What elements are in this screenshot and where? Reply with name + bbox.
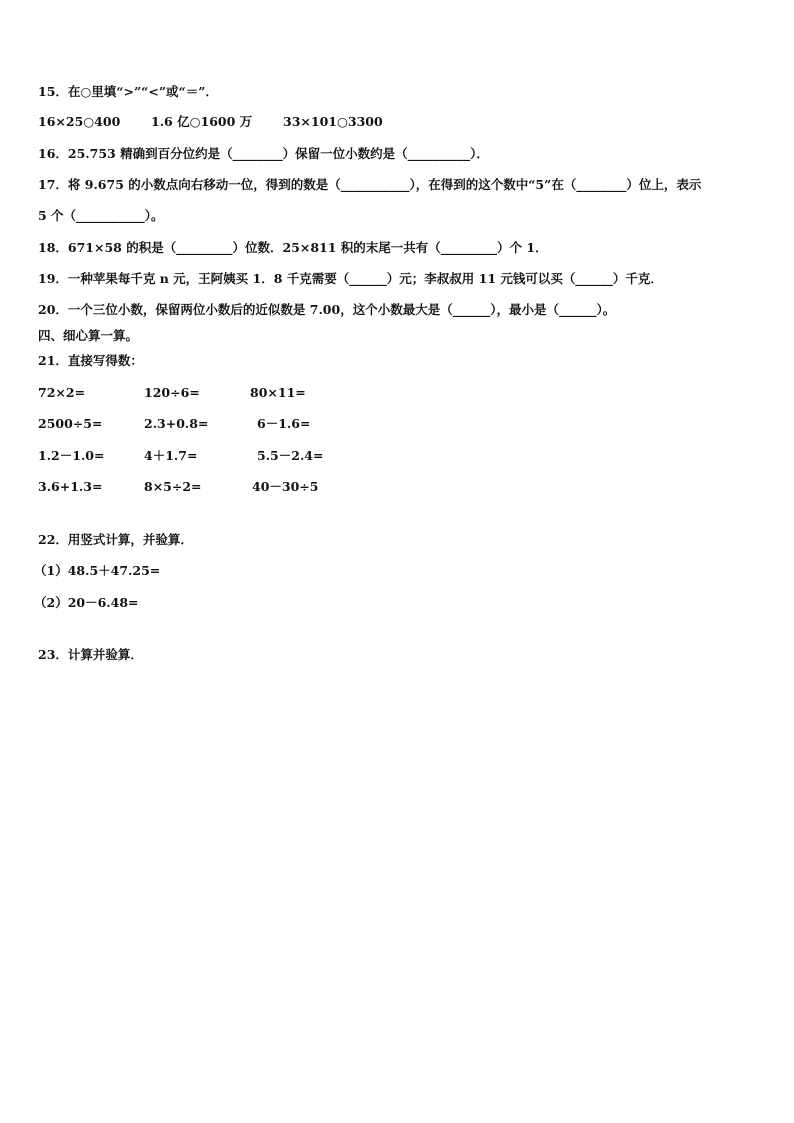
- q21-cell: 3.6+1.3=: [38, 479, 103, 494]
- q21-cell: 2.3+0.8=: [144, 416, 209, 431]
- q21-cell: 1.2－1.0=: [38, 448, 105, 463]
- question-18: 18．671×58 的积是（_________）位数．25×811 积的末尾一共有（_________）个 1．: [38, 240, 548, 255]
- q21-cell: 40－30÷5: [252, 479, 319, 494]
- q21-cell: 72×2=: [38, 385, 86, 400]
- q21-cell: 80×11=: [250, 385, 306, 400]
- q15-item-3: 33×101○3300: [283, 114, 383, 129]
- q21-cell: 8×5÷2=: [144, 479, 202, 494]
- question-20: 20．一个三位小数，保留两位小数后的近似数是 7.00，这个小数最大是（______），最小是（______）。: [38, 302, 616, 317]
- question-15: 15．在○里填“>”“<”或“＝”．: [38, 84, 218, 99]
- q21-cell: 5.5－2.4=: [257, 448, 324, 463]
- question-17-line-2: 5 个（___________）。: [38, 208, 164, 223]
- section-4-heading: 四、细心算一算。: [38, 328, 139, 343]
- question-22-title: 22．用竖式计算，并验算．: [38, 532, 193, 547]
- q21-cell: 6－1.6=: [257, 416, 311, 431]
- q22-item-1: （1）48.5＋47.25=: [34, 563, 161, 578]
- q21-cell: 120÷6=: [144, 385, 200, 400]
- question-17-line-1: 17．将 9.675 的小数点向右移动一位，得到的数是（___________），在得到的这个数中“5”在（________）位上，表示: [38, 177, 702, 192]
- q15-item-2: 1.6 亿○1600 万: [151, 114, 253, 129]
- question-16: 16．25.753 精确到百分位约是（________）保留一位小数约是（__________）．: [38, 146, 489, 161]
- question-21-title: 21．直接写得数：: [38, 353, 143, 368]
- q15-item-1: 16×25○400: [38, 114, 121, 129]
- question-23: 23．计算并验算．: [38, 647, 143, 662]
- q21-cell: 4＋1.7=: [144, 448, 198, 463]
- question-19: 19．一种苹果每千克 n 元，王阿姨买 1．8 千克需要（______）元；李叔叔用 11 元钱可以买（______）千克．: [38, 271, 663, 286]
- q21-cell: 2500÷5=: [38, 416, 103, 431]
- q22-item-2: （2）20－6.48=: [34, 595, 139, 610]
